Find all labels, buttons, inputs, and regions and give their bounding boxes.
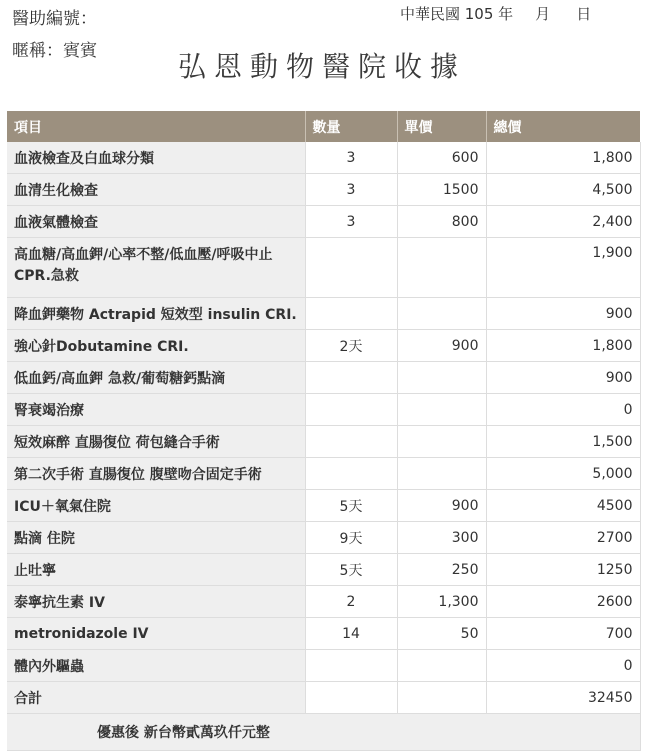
row-item: 血清生化檢查 xyxy=(7,174,305,206)
table-header-row xyxy=(7,111,640,142)
row-qty: 3 xyxy=(305,206,397,238)
row-qty: 2 xyxy=(305,586,397,618)
column-header-unit-price: 單價 xyxy=(397,111,486,142)
table-row xyxy=(7,618,640,650)
row-qty: 2天 xyxy=(305,330,397,362)
row-item: metronidazole IV xyxy=(7,618,305,650)
row-qty: 14 xyxy=(305,618,397,650)
row-qty xyxy=(305,394,397,426)
row-total: 1,800 xyxy=(486,330,640,362)
row-qty: 5天 xyxy=(305,490,397,522)
table-row xyxy=(7,586,640,618)
row-unit-price xyxy=(397,238,486,298)
row-item: 強心針Dobutamine CRI. xyxy=(7,330,305,362)
receipt-table xyxy=(7,111,641,751)
table-row xyxy=(7,426,640,458)
row-total: 900 xyxy=(486,362,640,394)
table-row xyxy=(7,206,640,238)
row-item: 泰寧抗生素 IV xyxy=(7,586,305,618)
row-total: 700 xyxy=(486,618,640,650)
table-row xyxy=(7,650,640,682)
row-qty: 3 xyxy=(305,142,397,174)
date-year: 中華民國 105 年 xyxy=(400,5,514,23)
column-header-total: 總價 xyxy=(486,111,640,142)
row-total: 32450 xyxy=(486,682,640,714)
row-unit-price: 1500 xyxy=(397,174,486,206)
row-item: 體內外驅蟲 xyxy=(7,650,305,682)
row-total: 0 xyxy=(486,650,640,682)
row-total: 1,900 xyxy=(486,238,640,298)
date-line xyxy=(400,3,591,24)
table-body xyxy=(7,142,640,751)
row-qty xyxy=(305,298,397,330)
row-qty xyxy=(305,238,397,298)
row-unit-price xyxy=(397,394,486,426)
nickname-label: 暱稱：賓賓 xyxy=(12,41,97,61)
table-row xyxy=(7,522,640,554)
row-total: 2700 xyxy=(486,522,640,554)
row-item: 降血鉀藥物 Actrapid 短效型 insulin CRI. xyxy=(7,298,305,330)
row-unit-price: 1,300 xyxy=(397,586,486,618)
row-item: 高血糖/高血鉀/心率不整/低血壓/呼吸中止CPR.急救 xyxy=(7,238,305,298)
row-unit-price: 250 xyxy=(397,554,486,586)
row-unit-price xyxy=(397,458,486,490)
date-month: 月 xyxy=(535,5,551,23)
row-item: 低血鈣/高血鉀 急救/葡萄糖鈣點滴 xyxy=(7,362,305,394)
discount-total-text: 優惠後 新台幣貳萬玖仟元整 xyxy=(7,714,640,751)
table-row xyxy=(7,458,640,490)
table-row xyxy=(7,362,640,394)
row-item: 血液檢查及白血球分類 xyxy=(7,142,305,174)
row-item: 第二次手術 直腸復位 腹壁吻合固定手術 xyxy=(7,458,305,490)
row-total: 900 xyxy=(486,298,640,330)
row-total: 2600 xyxy=(486,586,640,618)
row-total: 0 xyxy=(486,394,640,426)
row-unit-price: 300 xyxy=(397,522,486,554)
table-row xyxy=(7,174,640,206)
row-total: 2,400 xyxy=(486,206,640,238)
row-qty: 9天 xyxy=(305,522,397,554)
row-unit-price xyxy=(397,362,486,394)
table-row xyxy=(7,298,640,330)
row-unit-price: 600 xyxy=(397,142,486,174)
row-qty xyxy=(305,682,397,714)
row-qty xyxy=(305,650,397,682)
row-qty: 3 xyxy=(305,174,397,206)
table-row xyxy=(7,490,640,522)
table-row xyxy=(7,142,640,174)
row-qty: 5天 xyxy=(305,554,397,586)
row-item: 血液氣體檢查 xyxy=(7,206,305,238)
row-total: 1250 xyxy=(486,554,640,586)
table-row xyxy=(7,330,640,362)
row-unit-price xyxy=(397,426,486,458)
row-item: 止吐寧 xyxy=(7,554,305,586)
row-unit-price xyxy=(397,298,486,330)
row-qty xyxy=(305,362,397,394)
row-item: 短效麻醉 直腸復位 荷包縫合手術 xyxy=(7,426,305,458)
row-item: 合計 xyxy=(7,682,305,714)
row-item: 點滴 住院 xyxy=(7,522,305,554)
row-unit-price xyxy=(397,650,486,682)
table-row xyxy=(7,394,640,426)
row-unit-price: 900 xyxy=(397,330,486,362)
table-row xyxy=(7,238,640,298)
row-unit-price: 900 xyxy=(397,490,486,522)
table-row xyxy=(7,554,640,586)
table-row xyxy=(7,682,640,714)
row-unit-price xyxy=(397,682,486,714)
receipt-title: 弘恩動物醫院收據 xyxy=(178,50,467,83)
row-unit-price: 800 xyxy=(397,206,486,238)
row-item: 腎衰竭治療 xyxy=(7,394,305,426)
row-total: 4,500 xyxy=(486,174,640,206)
row-total: 1,800 xyxy=(486,142,640,174)
medical-assistant-no-label: 醫助編號： xyxy=(12,9,97,29)
row-qty xyxy=(305,458,397,490)
row-total: 4500 xyxy=(486,490,640,522)
row-total: 1,500 xyxy=(486,426,640,458)
row-item: ICU＋氧氣住院 xyxy=(7,490,305,522)
row-unit-price: 50 xyxy=(397,618,486,650)
row-total: 5,000 xyxy=(486,458,640,490)
discount-footer-row xyxy=(7,714,640,751)
date-day: 日 xyxy=(576,5,592,23)
column-header-qty: 數量 xyxy=(305,111,397,142)
row-qty xyxy=(305,426,397,458)
column-header-item: 項目 xyxy=(7,111,305,142)
